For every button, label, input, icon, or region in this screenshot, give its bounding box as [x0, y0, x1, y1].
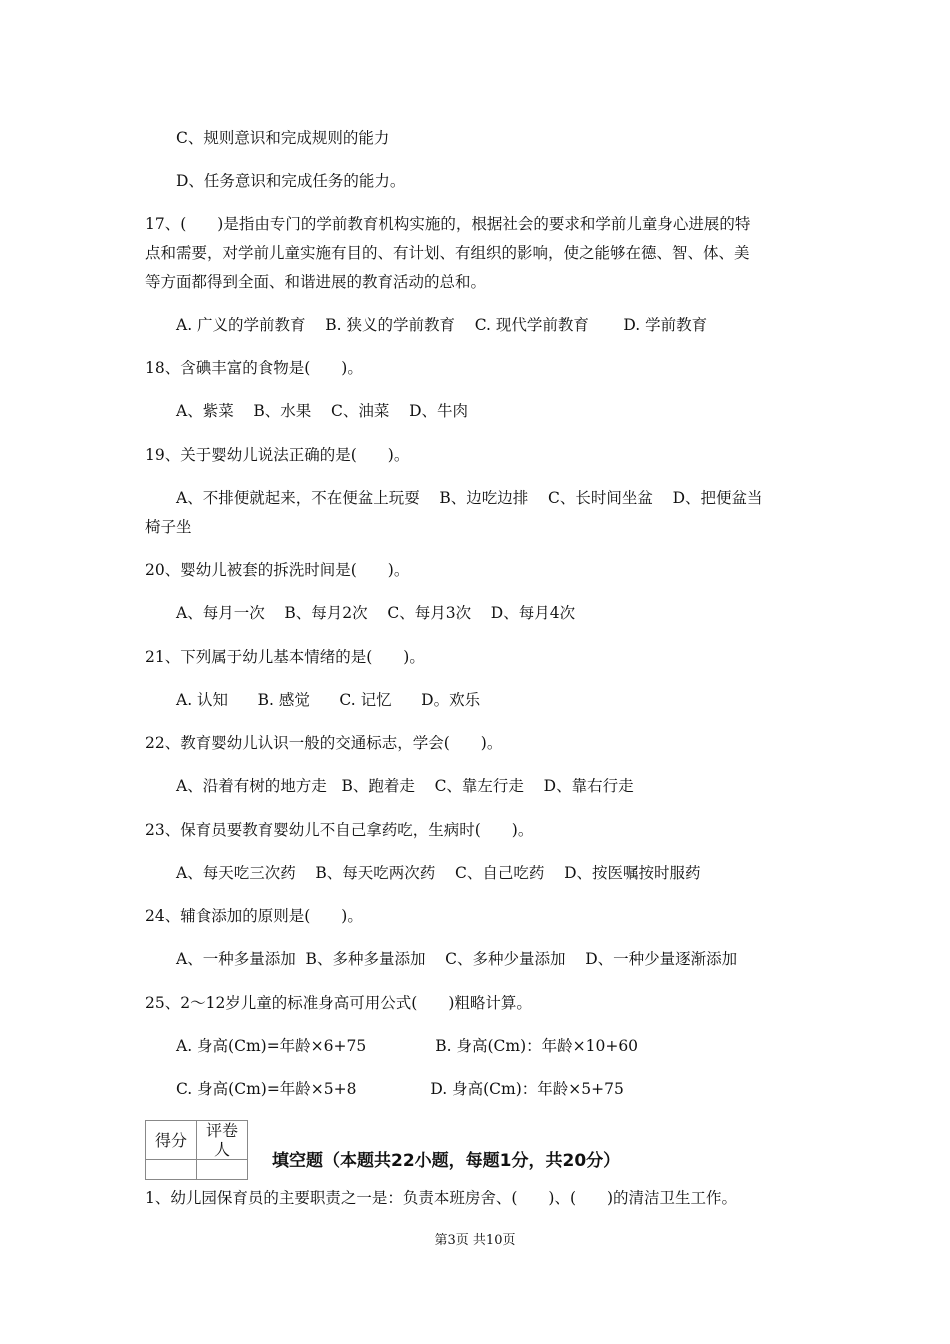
- option-16-d: D、任务意识和完成任务的能力。: [176, 172, 406, 190]
- question-22: 22、教育婴幼儿认识一般的交通标志，学会( )。: [145, 734, 503, 752]
- question-17-line1: 17、( )是指由专门的学前教育机构实施的，根据社会的要求和学前儿童身心进展的特: [145, 215, 751, 233]
- options-25-line1: A. 身高(Cm)=年龄×6+75 B. 身高(Cm)：年龄×10+60: [176, 1037, 639, 1055]
- question-25: 25、2～12岁儿童的标准身高可用公式( )粗略计算。: [145, 994, 532, 1012]
- grader-cell: [197, 1160, 248, 1180]
- score-header: 得分: [146, 1121, 197, 1160]
- options-24: A、一种多量添加 B、多种多量添加 C、多种少量添加 D、一种少量逐渐添加: [176, 950, 738, 968]
- question-19: 19、关于婴幼儿说法正确的是( )。: [145, 446, 410, 464]
- options-22: A、沿着有树的地方走 B、跑着走 C、靠左行走 D、靠右行走: [176, 777, 634, 795]
- question-18: 18、含碘丰富的食物是( )。: [145, 359, 363, 377]
- options-19-line2: 椅子坐: [145, 518, 192, 536]
- options-18: A、紫菜 B、水果 C、油菜 D、牛肉: [176, 402, 468, 420]
- options-20: A、每月一次 B、每月2次 C、每月3次 D、每月4次: [176, 604, 576, 622]
- fill-question-1: 1、幼儿园保育员的主要职责之一是：负责本班房舍、( )、( )的清洁卫生工作。: [145, 1189, 738, 1207]
- options-21: A. 认知 B. 感觉 C. 记忆 D。欢乐: [176, 691, 481, 709]
- options-19-line1: A、不排便就起来，不在便盆上玩耍 B、边吃边排 C、长时间坐盆 D、把便盆当: [176, 489, 763, 507]
- page-footer: 第3页 共10页: [434, 1233, 516, 1248]
- option-16-c: C、规则意识和完成规则的能力: [176, 129, 390, 147]
- question-17-line3: 等方面都得到全面、和谐进展的教育活动的总和。: [145, 273, 487, 291]
- section-title: 填空题（本题共22小题，每题1分，共20分）: [272, 1151, 621, 1171]
- score-table: [145, 1120, 248, 1180]
- question-21: 21、下列属于幼儿基本情绪的是( )。: [145, 648, 425, 666]
- question-17-line2: 点和需要，对学前儿童实施有目的、有计划、有组织的影响，使之能够在德、智、体、美: [145, 244, 750, 262]
- options-23: A、每天吃三次药 B、每天吃两次药 C、自己吃药 D、按医嘱按时服药: [176, 864, 701, 882]
- grader-header: 评卷人: [197, 1121, 248, 1160]
- question-20: 20、婴幼儿被套的拆洗时间是( )。: [145, 561, 410, 579]
- question-23: 23、保育员要教育婴幼儿不自己拿药吃，生病时( )。: [145, 821, 534, 839]
- question-24: 24、辅食添加的原则是( )。: [145, 907, 363, 925]
- options-17: A. 广义的学前教育 B. 狭义的学前教育 C. 现代学前教育 D. 学前教育: [176, 316, 708, 334]
- options-25-line2: C. 身高(Cm)=年龄×5+8 D. 身高(Cm)：年龄×5+75: [176, 1080, 624, 1098]
- score-cell: [146, 1160, 197, 1180]
